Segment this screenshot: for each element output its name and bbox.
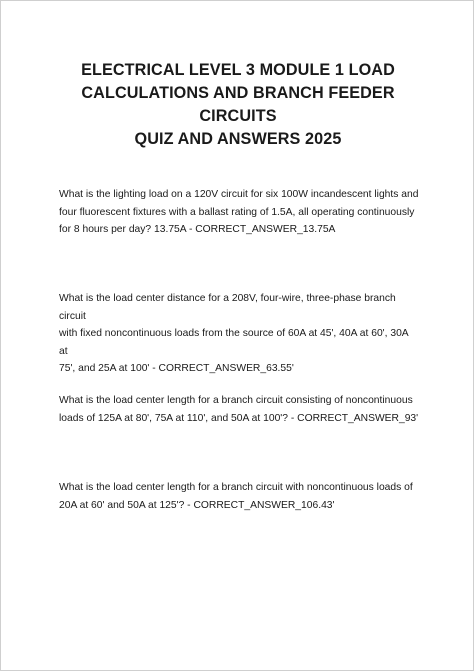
text-line: What is the load center length for a branch circuit with noncontinuous loads of [59, 482, 413, 493]
text-line: four fluorescent fixtures with a ballast rating of 1.5A, all operating continuously [59, 206, 415, 218]
question-answer-1 [59, 186, 419, 239]
text-line: loads of 125A at 80', 75A at 110', and 50A at 100'? - CORRECT_ANSWER_93' [59, 412, 419, 424]
text-line: for 8 hours per day? 13.75A - CORRECT_ANSWER_13.75A [59, 224, 336, 236]
question-answer-3 [59, 392, 419, 427]
text-line: 75', and 25A at 100' - CORRECT_ANSWER_63.55' [59, 363, 294, 375]
question-answer-2 [59, 290, 419, 378]
title-line: CALCULATIONS AND BRANCH FEEDER CIRCUITS [81, 84, 395, 125]
question-answer-4 [59, 479, 419, 514]
text-line: What is the load center distance for a 208V, four-wire, three-phase branch circuit [59, 293, 396, 322]
text-line: What is the load center length for a branch circuit consisting of noncontinuous [59, 395, 413, 406]
text-line: 20A at 60' and 50A at 125'? - CORRECT_ANSWER_106.43' [59, 499, 335, 511]
title-line: ELECTRICAL LEVEL 3 MODULE 1 LOAD [81, 61, 395, 79]
title-line: QUIZ AND ANSWERS 2025 [134, 130, 342, 148]
text-line: What is the lighting load on a 120V circuit for six 100W incandescent lights and [59, 189, 419, 200]
document-title [41, 59, 435, 151]
text-line: with fixed noncontinuous loads from the source of 60A at 45', 40A at 60', 30A at [59, 328, 409, 357]
